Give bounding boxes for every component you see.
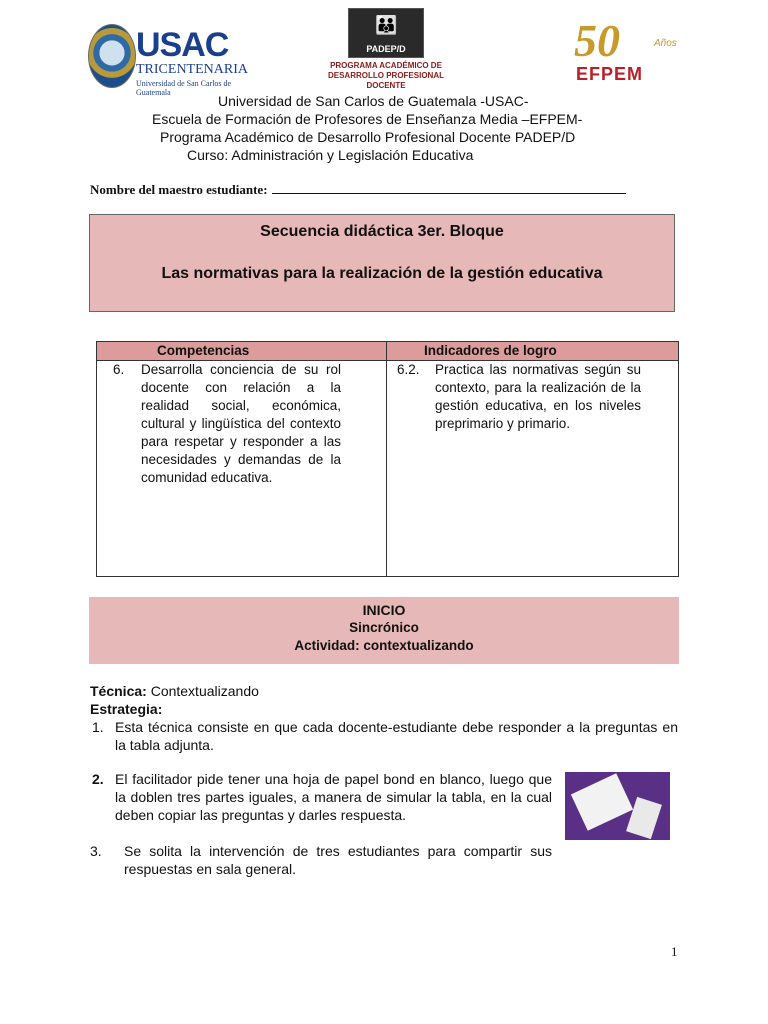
competencia-text: Desarrolla conciencia de su rol docente con relación a la realidad social, económica, cultural y lingüística del contexto para respetar y responder a las necesidades y demandas de la comunidad educativa. bbox=[141, 362, 341, 485]
people-icon: 👪 bbox=[375, 15, 398, 35]
teacher-name-line[interactable] bbox=[272, 183, 626, 194]
efpem-anniversary-number: 50 bbox=[574, 15, 620, 66]
step-number: 3. bbox=[90, 843, 102, 859]
indicador-number: 6.2. bbox=[397, 362, 420, 377]
padep-logo-box bbox=[348, 8, 424, 58]
step-item-2 bbox=[92, 770, 552, 824]
padep-caption-2: DESARROLLO PROFESIONAL DOCENTE bbox=[327, 71, 444, 90]
tecnica-line bbox=[90, 682, 259, 700]
inicio-activity: Actividad: contextualizando bbox=[294, 638, 474, 653]
folded-paper-image bbox=[565, 772, 670, 840]
efpem-logo bbox=[570, 14, 682, 94]
competencia-cell bbox=[113, 361, 341, 487]
step-number: 1. bbox=[92, 719, 104, 735]
table-column-divider bbox=[386, 342, 387, 576]
step-item-3 bbox=[90, 842, 552, 878]
usac-logo-title: USAC bbox=[136, 26, 229, 64]
inicio-title: INICIO bbox=[362, 602, 406, 618]
indicador-cell bbox=[397, 361, 641, 433]
paper-sheet-icon bbox=[626, 797, 662, 839]
table-header-row bbox=[97, 342, 678, 361]
header-logos bbox=[0, 8, 768, 97]
indicador-text: Practica las normativas según su contexto, para la realización de la gestión educativa, en los niveles preprimario y primario. bbox=[435, 362, 641, 431]
sequence-title-box bbox=[89, 214, 675, 312]
header-university: Universidad de San Carlos de Guatemala -USAC- bbox=[218, 93, 529, 109]
step-number: 2. bbox=[92, 771, 104, 787]
paper-sheet-icon bbox=[571, 773, 633, 830]
teacher-name-field bbox=[90, 182, 626, 198]
header-school: Escuela de Formación de Profesores de Enseñanza Media –EFPEM- bbox=[152, 111, 583, 127]
usac-logo-subtitle: TRICENTENARIA bbox=[136, 62, 248, 77]
usac-seal-icon bbox=[88, 24, 136, 88]
efpem-name: EFPEM bbox=[576, 64, 644, 84]
padep-logo bbox=[327, 8, 445, 94]
padep-caption-1: PROGRAMA ACADÉMICO DE bbox=[330, 61, 442, 70]
sequence-subtitle: Las normativas para la realización de la gestión educativa bbox=[161, 265, 603, 282]
step-text: Se solita la intervención de tres estudiantes para compartir sus respuestas en sala general. bbox=[124, 843, 552, 877]
step-item-1 bbox=[92, 718, 678, 754]
page-number: 1 bbox=[671, 944, 678, 959]
padep-logo-label: PADEP/D bbox=[366, 44, 406, 54]
header-course: Curso: Administración y Legislación Educativa bbox=[187, 147, 474, 163]
sequence-title: Secuencia didáctica 3er. Bloque bbox=[260, 223, 504, 240]
efpem-anos: Años bbox=[654, 38, 677, 49]
usac-logo-caption: Universidad de San Carlos de Guatemala bbox=[136, 79, 232, 97]
tecnica-value: Contextualizando bbox=[150, 683, 259, 699]
step-text: El facilitador pide tener una hoja de papel bond en blanco, luego que la doblen tres partes iguales, a manera de simular la tabla, en la cual deben copiar las preguntas y darles respuesta. bbox=[115, 771, 552, 823]
col-indicadores-header: Indicadores de logro bbox=[424, 343, 557, 358]
col-competencias-header: Competencias bbox=[157, 343, 250, 358]
header-program: Programa Académico de Desarrollo Profesional Docente PADEP/D bbox=[160, 129, 576, 145]
competencies-table bbox=[96, 341, 679, 577]
tecnica-label: Técnica: bbox=[90, 683, 147, 699]
inicio-mode: Sincrónico bbox=[349, 620, 419, 635]
competencia-number: 6. bbox=[113, 362, 125, 377]
inicio-banner bbox=[89, 597, 679, 664]
usac-logo bbox=[88, 16, 248, 97]
step-text: Esta técnica consiste en que cada docente-estudiante debe responder a la preguntas en la tabla adjunta. bbox=[115, 719, 678, 753]
teacher-name-label: Nombre del maestro estudiante: bbox=[90, 182, 268, 197]
estrategia-label: Estrategia: bbox=[90, 701, 163, 717]
